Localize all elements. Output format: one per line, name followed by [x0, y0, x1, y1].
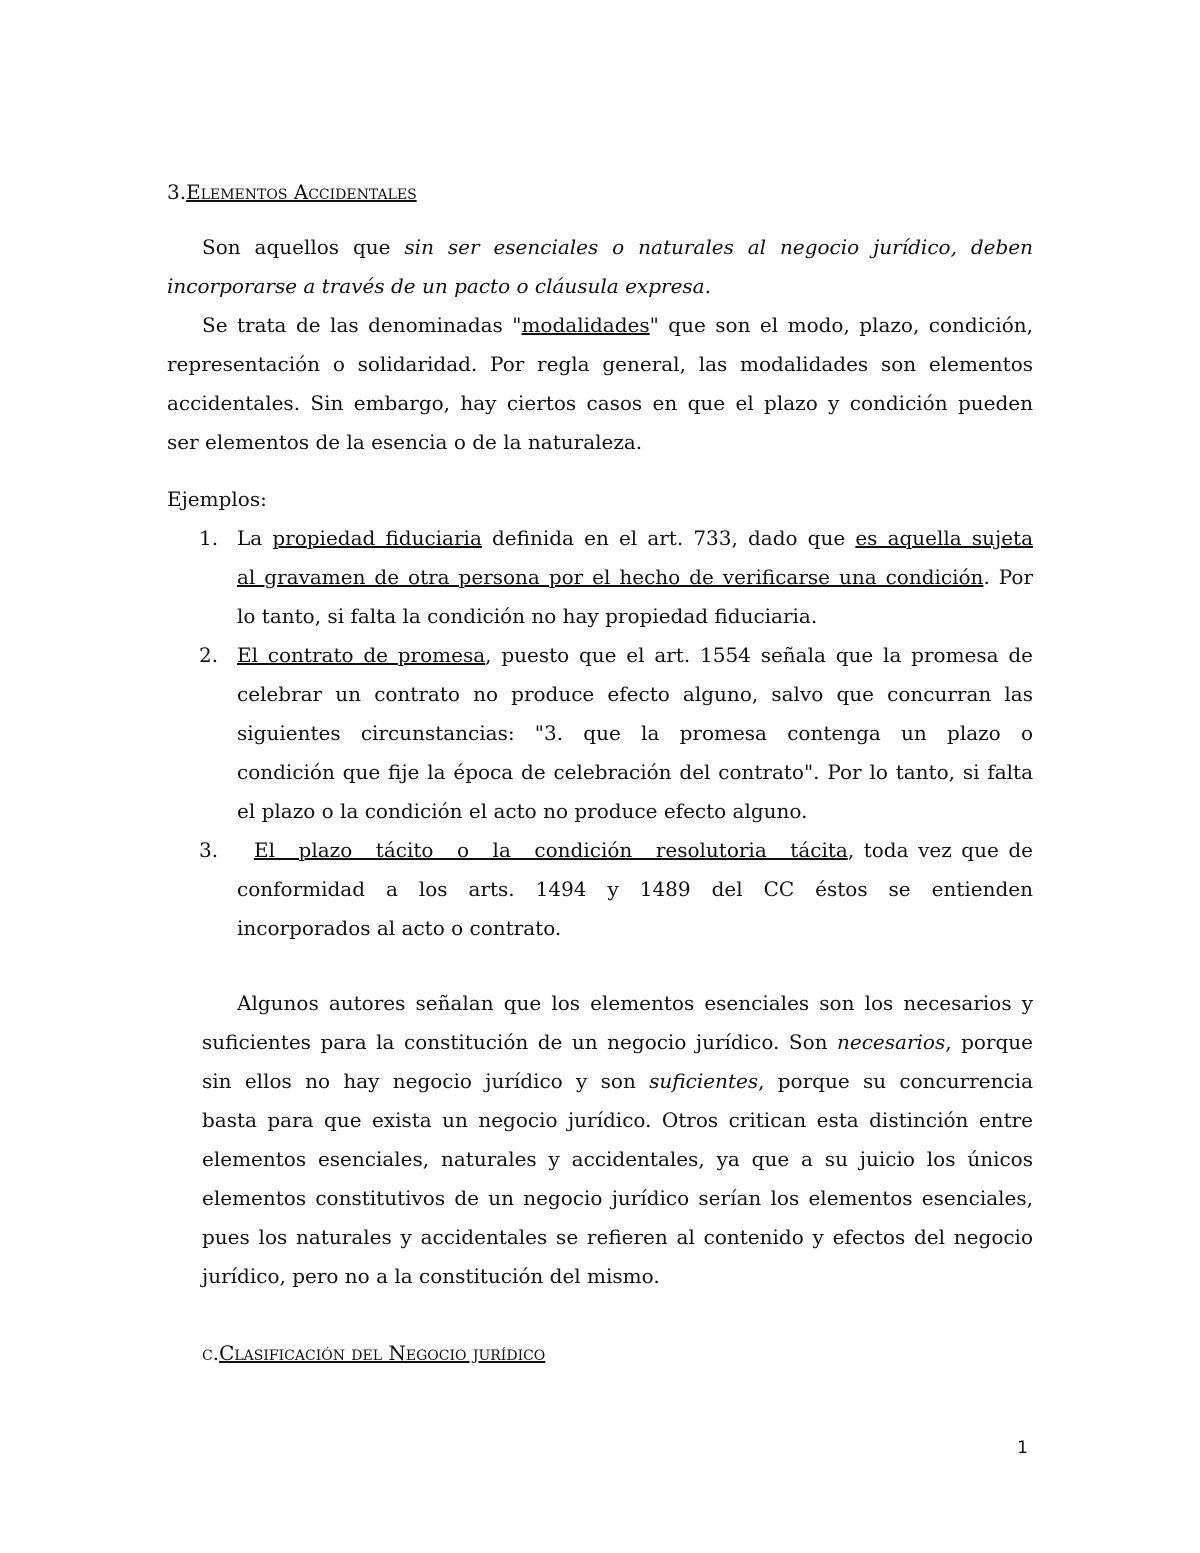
paragraph-definition: [167, 228, 1033, 306]
list-item: [167, 831, 1033, 948]
list-text: lo tanto, si falta la condición no hay propiedad fiduciaria.: [237, 604, 818, 628]
section-heading-c: [202, 1334, 1068, 1373]
para-text: , porque: [945, 1030, 1034, 1054]
para-line: elementos esenciales, naturales y accidentales, ya que a su juicio los únicos: [202, 1147, 1033, 1171]
para-italic: necesarios: [837, 1030, 946, 1054]
underlined-term: modalidades: [521, 313, 650, 337]
section-number: 3.: [167, 180, 187, 204]
list-text: . Por: [983, 565, 1034, 589]
underlined-term: al gravamen de otra persona por el hecho de verificarse una condición: [237, 565, 984, 589]
list-text: , toda vez que de: [847, 838, 1034, 862]
list-number: 3.: [199, 838, 219, 862]
para-italic: incorporarse a través de un pacto o cláusula expresa.: [167, 274, 711, 298]
para-line: accidentales. Sin embargo, hay ciertos casos en que el plazo y condición pueden: [167, 391, 1033, 415]
underlined-term: propiedad fiduciaria: [272, 526, 482, 550]
para-text: Son aquellos que: [202, 235, 405, 259]
section-title: Clasificación del Negocio jurídico: [219, 1341, 546, 1365]
list-text: conformidad a los arts. 1494 y 1489 del CC éstos se entienden: [237, 877, 1033, 901]
examples-list: [167, 519, 1033, 948]
section-number: c.: [202, 1341, 220, 1365]
examples-heading-text: Ejemplos:: [167, 487, 267, 511]
section-heading-3: [167, 173, 1033, 212]
para-line: elementos constitutivos de un negocio jurídico serían los elementos esenciales,: [202, 1186, 1033, 1210]
underlined-term: es aquella sujeta: [855, 526, 1034, 550]
list-item: [167, 519, 1033, 636]
underlined-term: El contrato de promesa: [237, 643, 486, 667]
list-text: La: [237, 526, 273, 550]
para-italic: sin ser esenciales o naturales al negocio jurídico, deben: [404, 235, 1033, 259]
list-item: [167, 636, 1033, 831]
para-text: suficientes para la constitución de un negocio jurídico. Son: [202, 1030, 838, 1054]
section-title: Elementos Accidentales: [186, 180, 417, 204]
para-text: sin ellos no hay negocio jurídico y son: [202, 1069, 650, 1093]
para-text: " que son el modo, plazo, condición,: [649, 313, 1033, 337]
paragraph-modalidades: [167, 306, 1033, 462]
list-text: siguientes circunstancias: "3. que la promesa contenga un plazo o: [237, 721, 1033, 745]
para-line: jurídico, pero no a la constitución del mismo.: [202, 1264, 660, 1288]
para-line: ser elementos de la esencia o de la naturaleza.: [167, 430, 643, 454]
list-text: incorporados al acto o contrato.: [237, 916, 562, 940]
list-text: el plazo o la condición el acto no produce efecto alguno.: [237, 799, 808, 823]
page-number: 1: [1017, 1438, 1028, 1458]
para-line: pues los naturales y accidentales se refieren al contenido y efectos del negocio: [202, 1225, 1033, 1249]
para-text: , porque su concurrencia: [758, 1069, 1033, 1093]
list-number: 1.: [199, 526, 219, 550]
list-number: 2.: [199, 643, 219, 667]
paragraph-authors: [202, 984, 1033, 1296]
para-line: representación o solidaridad. Por regla general, las modalidades son elementos: [167, 352, 1033, 376]
list-text: celebrar un contrato no produce efecto alguno, salvo que concurran las: [237, 682, 1033, 706]
para-text: Se trata de las denominadas ": [202, 313, 522, 337]
para-line: Algunos autores señalan que los elementos esenciales son los necesarios y: [237, 991, 1033, 1015]
underlined-term: El plazo tácito o la condición resolutoria tácita: [254, 838, 848, 862]
examples-heading: [167, 480, 1033, 519]
list-text: definida en el art. 733, dado que: [481, 526, 856, 550]
para-line: basta para que exista un negocio jurídico. Otros critican esta distinción entre: [202, 1108, 1033, 1132]
list-text: , puesto que el art. 1554 señala que la promesa de: [485, 643, 1033, 667]
list-text: condición que fije la época de celebración del contrato". Por lo tanto, si falta: [237, 760, 1033, 784]
para-italic: suficientes: [649, 1069, 759, 1093]
